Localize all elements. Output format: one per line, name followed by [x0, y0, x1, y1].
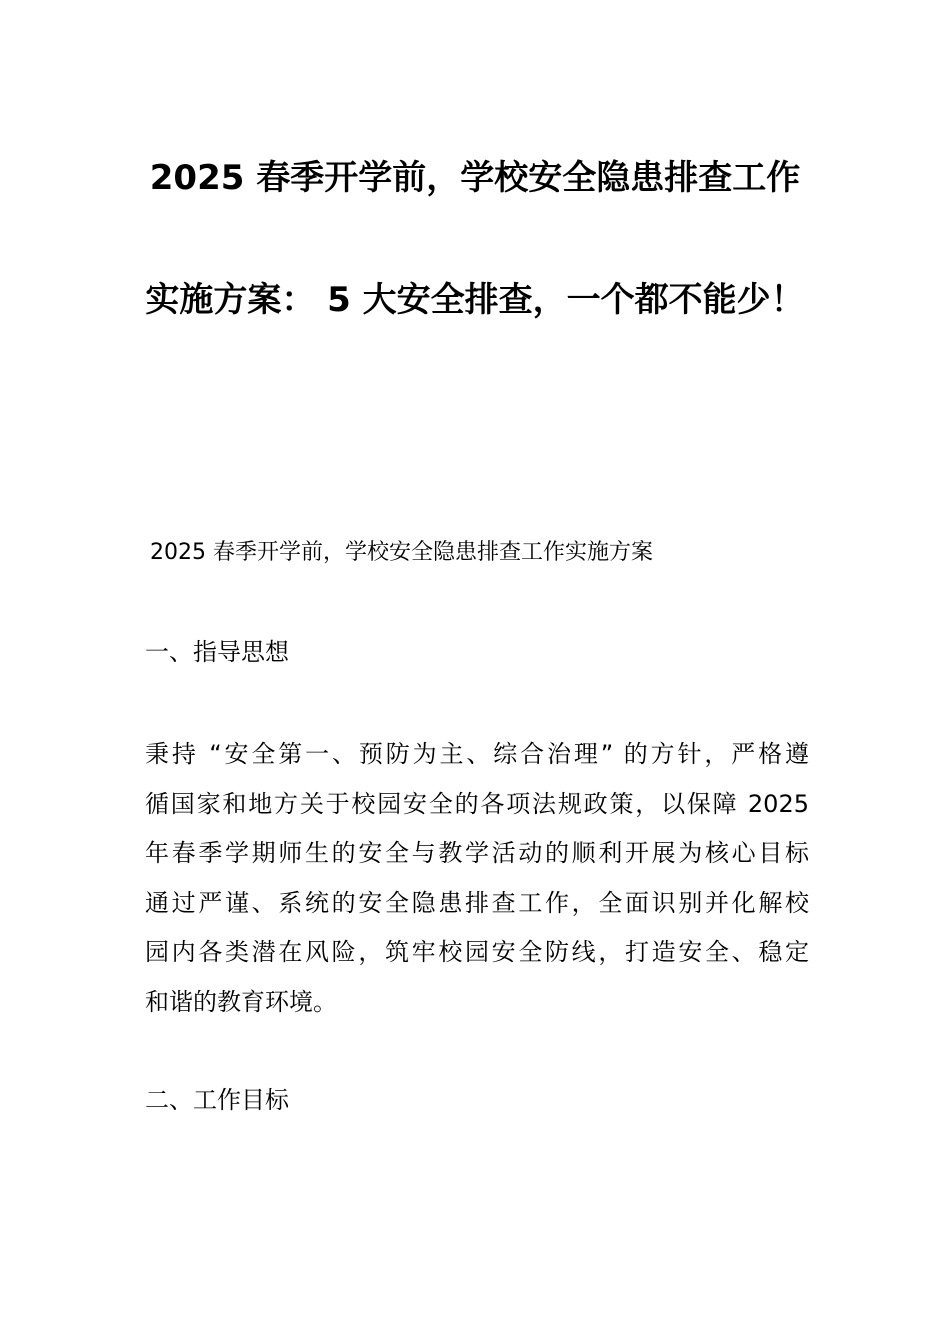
paragraph-line: 秉持 “安全第一、预防为主、综合治理” 的方针，严格遵: [145, 740, 809, 768]
document-subtitle: 2025 春季开学前，学校安全隐患排查工作实施方案: [150, 540, 653, 565]
document-title-line-1: 2025 春季开学前，学校安全隐患排查工作: [149, 158, 801, 198]
document-title-line-2: 实施方案： 5 大安全排查，一个都不能少！: [145, 280, 805, 320]
section-heading-guiding-ideology: 一、指导思想: [145, 638, 289, 666]
paragraph-line: 通过严谨、系统的安全隐患排查工作，全面识别并化解校: [145, 888, 809, 917]
paragraph-line: 和谐的教育环境。: [145, 987, 337, 1016]
section-paragraph-guiding-ideology: [145, 730, 809, 1028]
section-heading-work-goals: 二、工作目标: [145, 1086, 289, 1114]
paragraph-line: 年春季学期师生的安全与教学活动的顺利开展为核心目标: [145, 839, 809, 868]
paragraph-line: 园内各类潜在风险，筑牢校园安全防线，打造安全、稳定: [145, 938, 809, 967]
paragraph-line: 循国家和地方关于校园安全的各项法规政策，以保障 2025: [145, 789, 809, 818]
